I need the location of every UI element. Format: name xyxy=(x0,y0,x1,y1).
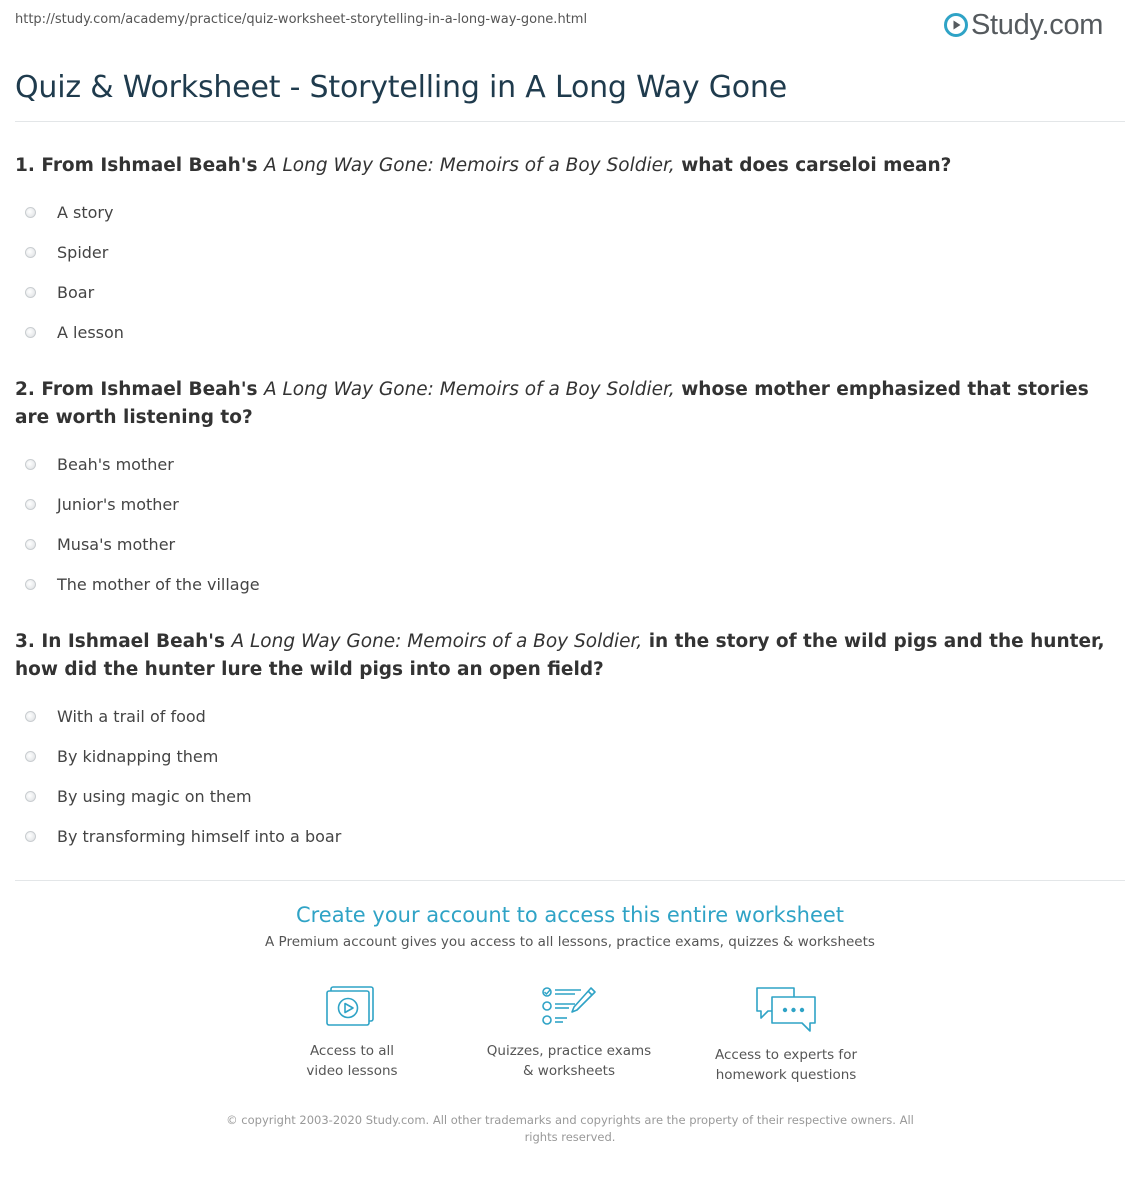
radio-button[interactable] xyxy=(25,327,36,338)
checklist-icon xyxy=(541,985,597,1031)
video-lesson-icon xyxy=(326,985,378,1031)
radio-button[interactable] xyxy=(25,539,36,550)
answer-label: With a trail of food xyxy=(57,706,206,726)
answer-option[interactable] xyxy=(15,736,1125,776)
answer-list xyxy=(15,192,1125,352)
radio-button[interactable] xyxy=(25,831,36,842)
feature-label: Access to experts for homework questions xyxy=(714,1047,857,1083)
question-text: 1. From Ishmael Beah's A Long Way Gone: Memoirs of a Boy Soldier, what does carseloi mean? xyxy=(15,155,952,176)
answer-option[interactable] xyxy=(15,272,1125,312)
answer-label: By using magic on them xyxy=(57,786,252,806)
answer-label: Junior's mother xyxy=(57,494,179,514)
page-url: http://study.com/academy/practice/quiz-worksheet-storytelling-in-a-long-way-gone.html xyxy=(15,12,588,27)
answer-option[interactable] xyxy=(15,192,1125,232)
radio-button[interactable] xyxy=(25,247,36,258)
feature-quizzes xyxy=(469,985,669,1081)
create-account-link[interactable]: Create your account to access this entire worksheet xyxy=(295,903,845,927)
page-title: Quiz & Worksheet - Storytelling in A Long Way Gone xyxy=(15,70,787,105)
question-text: 2. From Ishmael Beah's A Long Way Gone: Memoirs of a Boy Soldier, whose mother emphasized that stories are worth listening to? xyxy=(15,379,1089,428)
feature-label: Quizzes, practice exams & worksheets xyxy=(486,1043,652,1079)
feature-video-lessons xyxy=(252,985,452,1081)
answer-label: Boar xyxy=(57,282,95,302)
radio-button[interactable] xyxy=(25,207,36,218)
chat-bubbles-icon xyxy=(754,985,818,1035)
cta-divider xyxy=(15,880,1125,881)
book-title: A Long Way Gone: Memoirs of a Boy Soldier, xyxy=(231,631,643,652)
answer-label: By kidnapping them xyxy=(57,746,219,766)
play-circle-icon xyxy=(944,13,968,37)
feature-experts xyxy=(686,985,886,1085)
answer-label: A story xyxy=(57,202,114,222)
book-title: A Long Way Gone: Memoirs of a Boy Soldier, xyxy=(263,379,675,400)
radio-button[interactable] xyxy=(25,751,36,762)
radio-button[interactable] xyxy=(25,499,36,510)
answer-option[interactable] xyxy=(15,484,1125,524)
logo-text: Study.com xyxy=(971,8,1104,41)
answer-list xyxy=(15,444,1125,604)
answer-list xyxy=(15,696,1125,856)
book-title: A Long Way Gone: Memoirs of a Boy Soldier, xyxy=(263,155,675,176)
question-1 xyxy=(15,152,1125,352)
answer-option[interactable] xyxy=(15,312,1125,352)
cta-subtitle: A Premium account gives you access to all lessons, practice exams, quizzes & worksheets xyxy=(265,934,875,950)
answer-option[interactable] xyxy=(15,696,1125,736)
answer-label: A lesson xyxy=(57,322,124,342)
question-3 xyxy=(15,628,1125,856)
question-text: 3. In Ishmael Beah's A Long Way Gone: Memoirs of a Boy Soldier, in the story of the wild pigs and the hunter, how did the hunter lure the wild pigs into an open field? xyxy=(15,631,1105,680)
answer-option[interactable] xyxy=(15,776,1125,816)
answer-option[interactable] xyxy=(15,232,1125,272)
answer-label: Beah's mother xyxy=(57,454,174,474)
answer-option[interactable] xyxy=(15,564,1125,604)
answer-label: The mother of the village xyxy=(57,574,260,594)
answer-option[interactable] xyxy=(15,524,1125,564)
radio-button[interactable] xyxy=(25,459,36,470)
question-2 xyxy=(15,376,1125,604)
answer-label: Spider xyxy=(57,242,109,262)
radio-button[interactable] xyxy=(25,791,36,802)
answer-label: By transforming himself into a boar xyxy=(57,826,342,846)
study-logo[interactable] xyxy=(944,8,1103,42)
answer-option[interactable] xyxy=(15,816,1125,856)
radio-button[interactable] xyxy=(25,287,36,298)
answer-label: Musa's mother xyxy=(57,534,176,554)
answer-option[interactable] xyxy=(15,444,1125,484)
header-divider xyxy=(15,121,1125,122)
radio-button[interactable] xyxy=(25,711,36,722)
feature-label: Access to all video lessons xyxy=(306,1043,398,1079)
copyright-notice: © copyright 2003-2020 Study.com. All other trademarks and copyrights are the property of their respective owners. All rights reserved. xyxy=(226,1113,914,1144)
radio-button[interactable] xyxy=(25,579,36,590)
